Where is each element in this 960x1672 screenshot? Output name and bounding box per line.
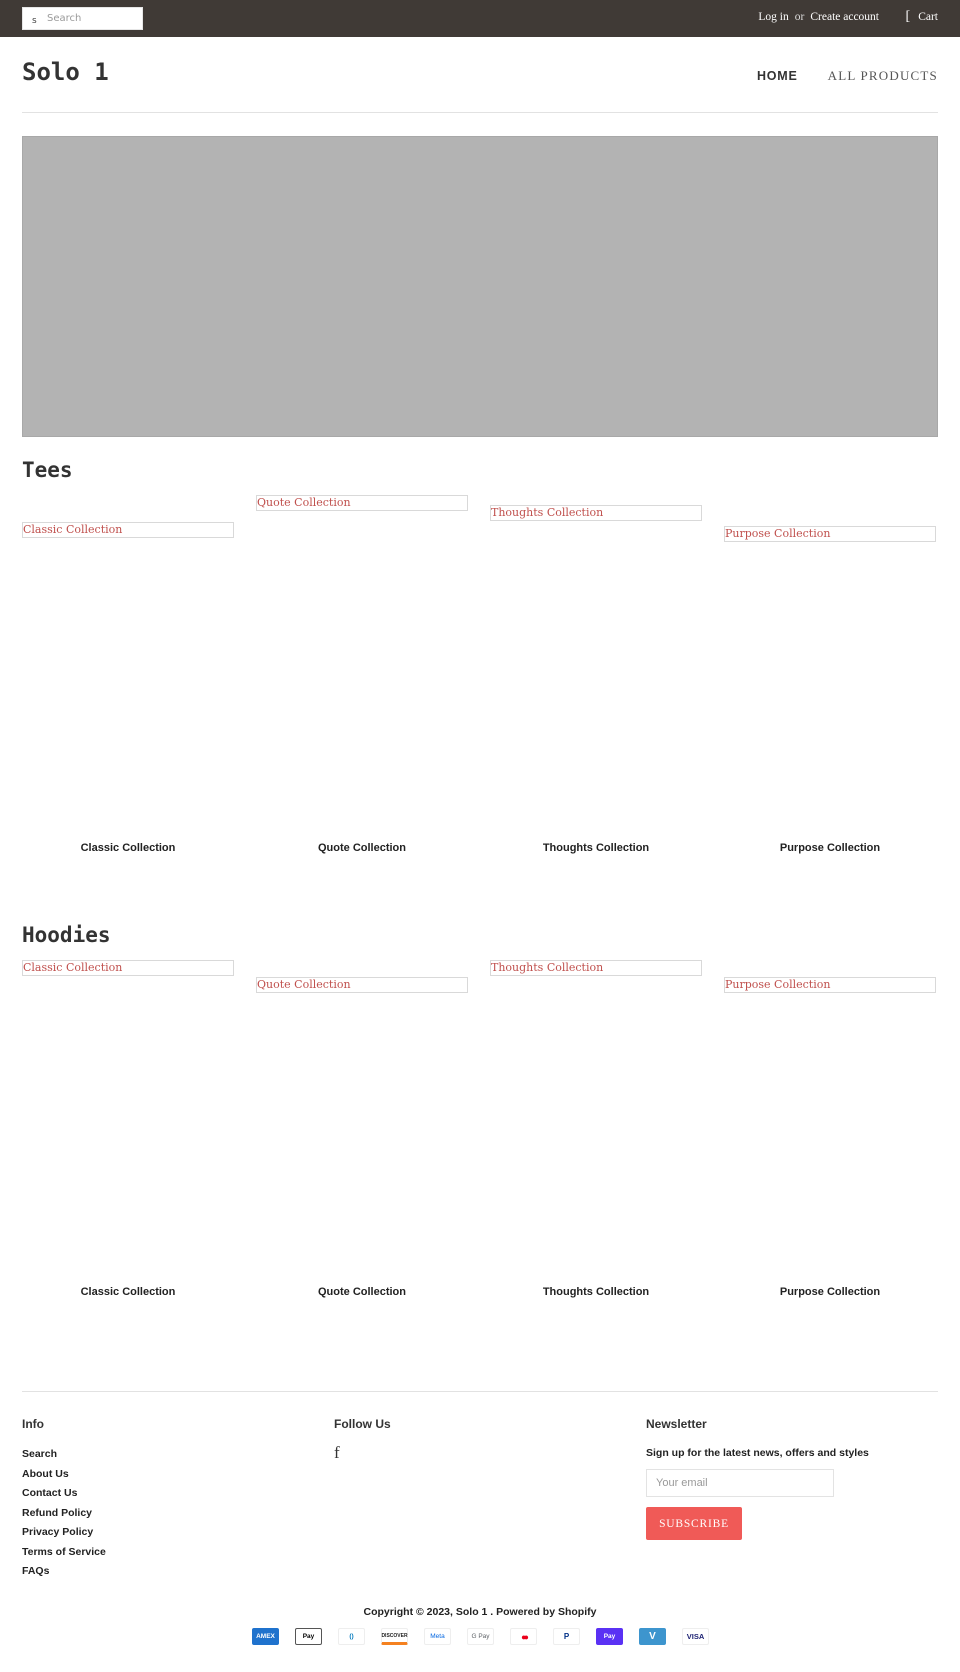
nav-home[interactable]: HOME	[756, 69, 798, 83]
cart-label: Cart	[918, 11, 938, 23]
payment-icons	[252, 1628, 709, 1645]
footer-info-title: Info	[22, 1417, 44, 1431]
newsletter-email-input[interactable]	[646, 1469, 834, 1497]
facebook-icon[interactable]: f	[334, 1443, 340, 1462]
collection-image-thoughts[interactable]: Thoughts Collection	[490, 505, 702, 521]
apple-pay-icon: Pay	[295, 1628, 322, 1645]
section-title-tees: Tees	[22, 458, 73, 482]
main-nav	[757, 68, 938, 84]
search-input[interactable]	[47, 10, 139, 27]
mastercard-icon: ●●	[510, 1628, 537, 1645]
subscribe-button[interactable]: SUBSCRIBE	[646, 1507, 742, 1540]
footer-link-privacy-policy[interactable]: Privacy Policy	[22, 1526, 94, 1538]
collection-image-quote[interactable]: Quote Collection	[256, 495, 468, 511]
collection-label-purpose[interactable]: Purpose Collection	[779, 842, 881, 854]
collection-image-classic[interactable]: Classic Collection	[22, 522, 234, 538]
create-account-link[interactable]: Create account	[810, 11, 879, 23]
footer-link-about-us[interactable]: About Us	[22, 1467, 69, 1480]
footer-info-links	[22, 1447, 106, 1584]
meta-pay-icon: Meta	[424, 1628, 451, 1645]
paypal-icon: P	[553, 1628, 580, 1645]
venmo-icon: V	[639, 1628, 666, 1645]
section-title-hoodies: Hoodies	[22, 923, 111, 947]
footer-link-refund-policy[interactable]: Refund Policy	[22, 1506, 93, 1519]
cart-icon: [	[905, 9, 911, 24]
collection-label-purpose[interactable]: Purpose Collection	[779, 1286, 881, 1298]
footer-divider	[22, 1391, 938, 1392]
collection-image-classic[interactable]: Classic Collection	[22, 960, 234, 976]
collection-label-quote[interactable]: Quote Collection	[318, 842, 406, 854]
newsletter-description: Sign up for the latest news, offers and styles	[646, 1447, 869, 1459]
login-link[interactable]: Log in	[758, 11, 789, 23]
search-icon[interactable]: s	[32, 16, 37, 26]
footer-newsletter-title: Newsletter	[646, 1417, 707, 1431]
account-links	[758, 11, 879, 23]
footer-follow-title: Follow Us	[334, 1417, 391, 1431]
nav-all-products[interactable]: ALL PRODUCTS	[827, 68, 938, 83]
discover-icon: DISCOVER	[381, 1628, 408, 1645]
site-logo[interactable]: Solo 1	[22, 58, 109, 86]
collection-label-quote[interactable]: Quote Collection	[318, 1286, 406, 1298]
visa-icon: VISA	[682, 1628, 709, 1645]
top-bar	[0, 0, 960, 37]
collection-image-purpose[interactable]: Purpose Collection	[724, 977, 936, 993]
collection-image-purpose[interactable]: Purpose Collection	[724, 526, 936, 542]
footer-link-terms-of-service[interactable]: Terms of Service	[22, 1545, 106, 1558]
amex-icon: AMEX	[252, 1628, 279, 1645]
shop-pay-icon: Pay	[596, 1628, 623, 1645]
cart-link[interactable]	[906, 11, 938, 23]
footer-link-contact-us[interactable]: Contact Us	[22, 1487, 78, 1499]
collection-label-classic[interactable]: Classic Collection	[80, 1286, 176, 1298]
google-pay-icon: G Pay	[467, 1628, 494, 1645]
collection-image-quote[interactable]: Quote Collection	[256, 977, 468, 993]
copyright: Copyright © 2023, Solo 1 . Powered by Shopify	[363, 1606, 597, 1618]
collection-label-thoughts[interactable]: Thoughts Collection	[542, 1286, 650, 1298]
footer-link-faqs[interactable]: FAQs	[22, 1565, 50, 1577]
collection-label-thoughts[interactable]: Thoughts Collection	[542, 842, 650, 854]
hero-image-placeholder	[22, 136, 938, 437]
diners-club-icon: ()	[338, 1628, 365, 1645]
collection-image-thoughts[interactable]: Thoughts Collection	[490, 960, 702, 976]
search-box[interactable]	[22, 7, 143, 30]
footer-link-search[interactable]: Search	[22, 1448, 58, 1460]
header-divider	[22, 112, 938, 113]
collection-label-classic[interactable]: Classic Collection	[80, 842, 176, 854]
or-separator: or	[794, 11, 805, 23]
